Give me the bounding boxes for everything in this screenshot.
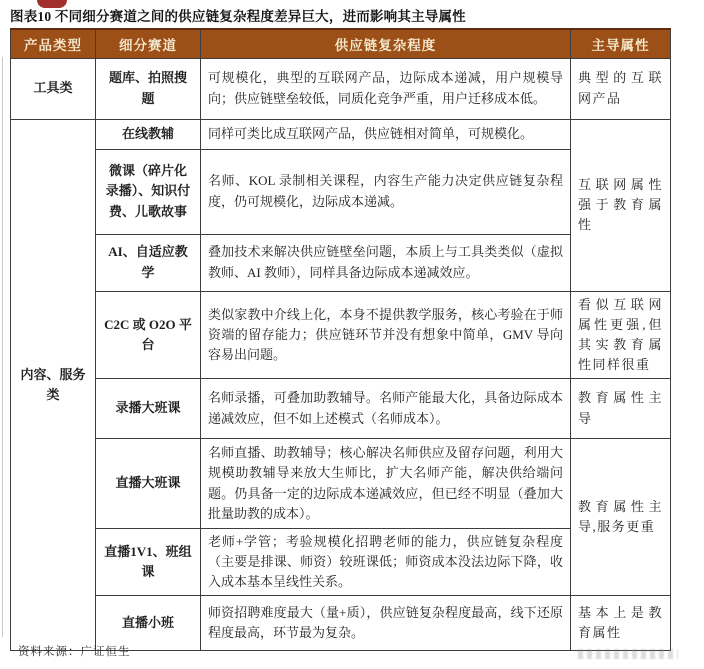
cell-category-content-services: 内容、服务类 bbox=[11, 119, 96, 651]
cell-complexity: 名师、KOL 录制相关课程，内容生产能力决定供应链复杂程度，仍可规模化，边际成本递减。 bbox=[201, 149, 571, 234]
cell-segment: AI、自适应教学 bbox=[96, 234, 201, 291]
cell-segment: 录播大班课 bbox=[96, 379, 201, 439]
cell-attribute: 看似互联网属性更强,但其实教育属性同样很重 bbox=[571, 291, 671, 379]
cell-attribute: 教育属性主导 bbox=[571, 379, 671, 439]
watermark bbox=[578, 649, 678, 659]
cell-complexity: 类似家教中介线上化，本身不提供教学服务，核心考验在于师资端的留存能力；供应链环节并没有想象中简单，GMV 导向容易出问题。 bbox=[201, 291, 571, 379]
header-complexity: 供应链复杂程度 bbox=[201, 29, 571, 58]
cell-complexity: 可规模化，典型的互联网产品，边际成本递减，用户规模导向；供应链壁垒较低，同质化竞争严重，用户迁移成本低。 bbox=[201, 58, 571, 119]
figure-title: 图表10 不同细分赛道之间的供应链复杂程度差异巨大，进而影响其主导属性 bbox=[10, 9, 466, 24]
cell-segment: C2C 或 O2O 平台 bbox=[96, 291, 201, 379]
cell-segment: 在线教辅 bbox=[96, 119, 201, 149]
source-note: 资料来源：广证恒生 bbox=[18, 646, 131, 658]
supply-chain-table bbox=[10, 28, 671, 651]
header-segment: 细分赛道 bbox=[96, 29, 201, 58]
cell-complexity: 叠加技术来解决供应链壁垒问题，本质上与工具类类似（虚拟教师、AI 教师），同样具备边际成本递减效应。 bbox=[201, 234, 571, 291]
cell-complexity: 名师录播，可叠加助教辅导。名师产能最大化，具备边际成本递减效应，但不如上述模式（名师成本）。 bbox=[201, 379, 571, 439]
cell-segment: 直播1V1、班组课 bbox=[96, 529, 201, 596]
header-product-type: 产品类型 bbox=[11, 29, 96, 58]
cell-segment: 直播大班课 bbox=[96, 439, 201, 529]
cell-complexity: 师资招聘难度最大（量+质），供应链复杂程度最高，线下还原程度最高，环节最为复杂。 bbox=[201, 596, 571, 651]
table-row bbox=[11, 379, 671, 439]
cell-segment: 微课（碎片化录播）、知识付费、儿歌故事 bbox=[96, 149, 201, 234]
cell-attribute: 基本上是教育属性 bbox=[571, 596, 671, 651]
cell-complexity: 老师+学管；考验规模化招聘老师的能力，供应链复杂程度（主要是排课、师资）较班课低；师资成本没法边际下降，收入成本基本呈线性关系。 bbox=[201, 529, 571, 596]
cell-attribute: 教育属性主导,服务更重 bbox=[571, 439, 671, 596]
cell-category-tools: 工具类 bbox=[11, 58, 96, 119]
cell-attribute: 典型的互联网产品 bbox=[571, 58, 671, 119]
table-header-row bbox=[11, 29, 671, 58]
table-row bbox=[11, 58, 671, 119]
cell-complexity: 名师直播、助教辅导；核心解决名师供应及留存问题，利用大规模助教辅导来放大生师比，扩大名师产能，解决供给端问题。仍具备一定的边际成本递减效应，但已经不明显（叠加大批量助教的成本）。 bbox=[201, 439, 571, 529]
table-row bbox=[11, 439, 671, 529]
table-row bbox=[11, 291, 671, 379]
cell-segment: 直播小班 bbox=[96, 596, 201, 651]
table-row bbox=[11, 119, 671, 149]
left-edge-line bbox=[2, 57, 3, 637]
cell-segment: 题库、拍照搜题 bbox=[96, 58, 201, 119]
cell-complexity: 同样可类比成互联网产品，供应链相对简单，可规模化。 bbox=[201, 119, 571, 149]
cell-attribute: 互联网属性强于教育属性 bbox=[571, 119, 671, 291]
header-attribute: 主导属性 bbox=[571, 29, 671, 58]
